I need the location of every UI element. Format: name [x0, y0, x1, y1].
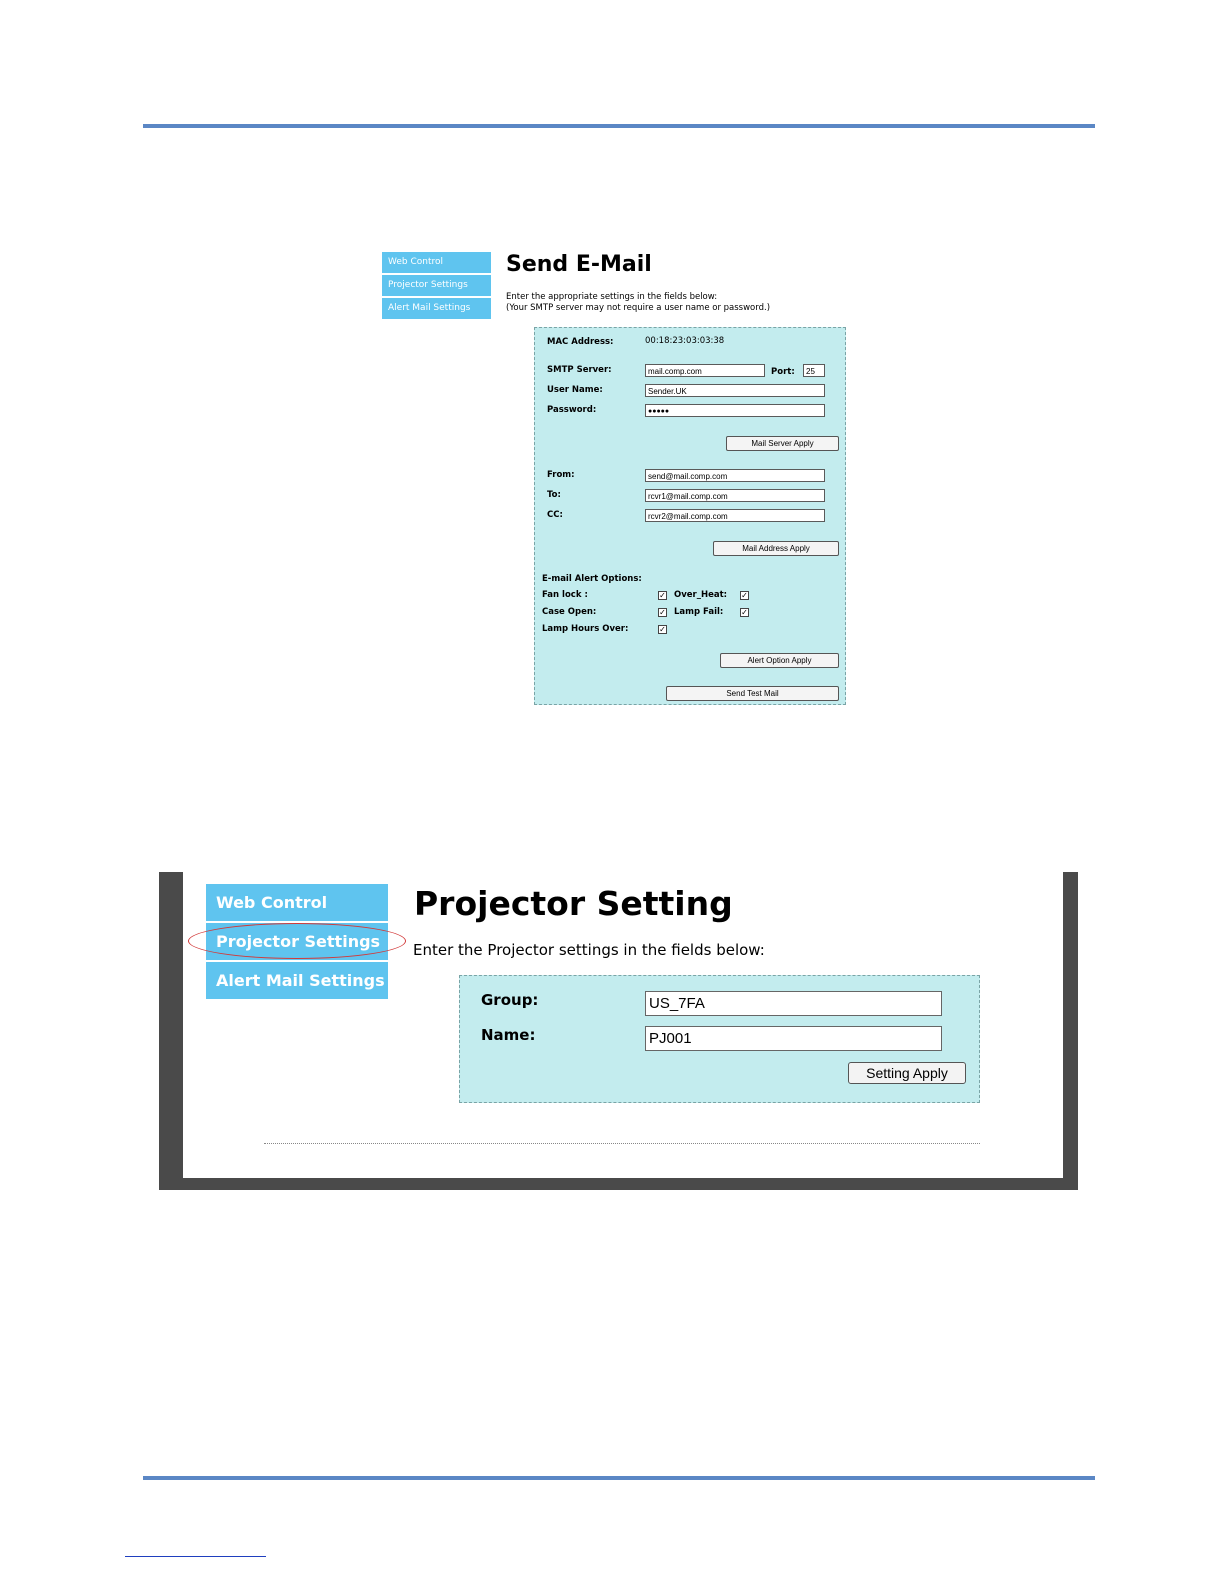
- alert-options-label: E-mail Alert Options:: [542, 574, 642, 584]
- port-input[interactable]: 25: [803, 364, 825, 377]
- mail-server-apply-button[interactable]: Mail Server Apply: [726, 436, 839, 451]
- password-label: Password:: [547, 405, 597, 415]
- smtp-server-label: SMTP Server:: [547, 365, 612, 375]
- nav-web-control[interactable]: Web Control: [382, 252, 491, 273]
- name-input[interactable]: PJ001: [645, 1026, 942, 1051]
- header-rule: [143, 124, 1095, 128]
- nav-web-control[interactable]: Web Control: [206, 884, 388, 921]
- mac-address-value: 00:18:23:03:03:38: [645, 336, 725, 346]
- password-input[interactable]: ●●●●●: [645, 404, 825, 417]
- group-input[interactable]: US_7FA: [645, 991, 942, 1016]
- sidebar-nav: [382, 252, 491, 321]
- from-input[interactable]: send@mail.comp.com: [645, 469, 825, 482]
- port-label: Port:: [771, 367, 795, 377]
- cc-label: CC:: [547, 510, 563, 520]
- mail-address-apply-button[interactable]: Mail Address Apply: [713, 541, 839, 556]
- description-line-2: (Your SMTP server may not require a user name or password.): [506, 303, 771, 313]
- cc-input[interactable]: rcvr2@mail.comp.com: [645, 509, 825, 522]
- description-line-1: Enter the appropriate settings in the fields below:: [506, 292, 718, 302]
- send-email-screenshot: [378, 248, 848, 708]
- user-name-label: User Name:: [547, 385, 603, 395]
- alert-option-apply-button[interactable]: Alert Option Apply: [720, 653, 839, 668]
- lamp-hours-over-label: Lamp Hours Over:: [542, 624, 629, 634]
- from-label: From:: [547, 470, 575, 480]
- page-description: [506, 292, 770, 314]
- lamp-fail-label: Lamp Fail:: [674, 607, 724, 617]
- browser-content: [183, 872, 1063, 1178]
- case-open-checkbox[interactable]: ✓: [659, 608, 666, 617]
- group-label: Group:: [481, 991, 539, 1009]
- setting-apply-button[interactable]: Setting Apply: [848, 1062, 966, 1084]
- lamp-hours-over-checkbox[interactable]: ✓: [659, 625, 666, 634]
- to-label: To:: [547, 490, 561, 500]
- nav-projector-settings[interactable]: Projector Settings: [382, 275, 491, 296]
- smtp-server-input[interactable]: mail.comp.com: [645, 364, 765, 377]
- projector-settings-panel: [459, 975, 980, 1103]
- projector-setting-screenshot: [159, 872, 1078, 1190]
- name-label: Name:: [481, 1026, 536, 1044]
- lamp-fail-checkbox[interactable]: ✓: [741, 608, 748, 617]
- to-input[interactable]: rcvr1@mail.comp.com: [645, 489, 825, 502]
- divider: [264, 1143, 980, 1144]
- fan-lock-checkbox[interactable]: ✓: [659, 591, 666, 600]
- over-heat-label: Over_Heat:: [674, 590, 728, 600]
- user-name-input[interactable]: Sender.UK: [645, 384, 825, 397]
- page-title: Send E-Mail: [506, 252, 652, 277]
- email-settings-panel: [534, 327, 846, 705]
- case-open-label: Case Open:: [542, 607, 597, 617]
- over-heat-checkbox[interactable]: ✓: [741, 591, 748, 600]
- footer-link-underline: [125, 1556, 266, 1557]
- page-title: Projector Setting: [414, 884, 733, 923]
- page-description: Enter the Projector settings in the fields below:: [413, 941, 765, 959]
- highlight-ellipse: [188, 923, 406, 959]
- nav-alert-mail-settings[interactable]: Alert Mail Settings: [206, 962, 388, 999]
- send-test-mail-button[interactable]: Send Test Mail: [666, 686, 839, 701]
- nav-projector-settings[interactable]: Projector Settings: [206, 923, 388, 960]
- footer-rule: [143, 1476, 1095, 1480]
- nav-alert-mail-settings[interactable]: Alert Mail Settings: [382, 298, 491, 319]
- mac-address-label: MAC Address:: [547, 337, 614, 347]
- fan-lock-label: Fan lock :: [542, 590, 588, 600]
